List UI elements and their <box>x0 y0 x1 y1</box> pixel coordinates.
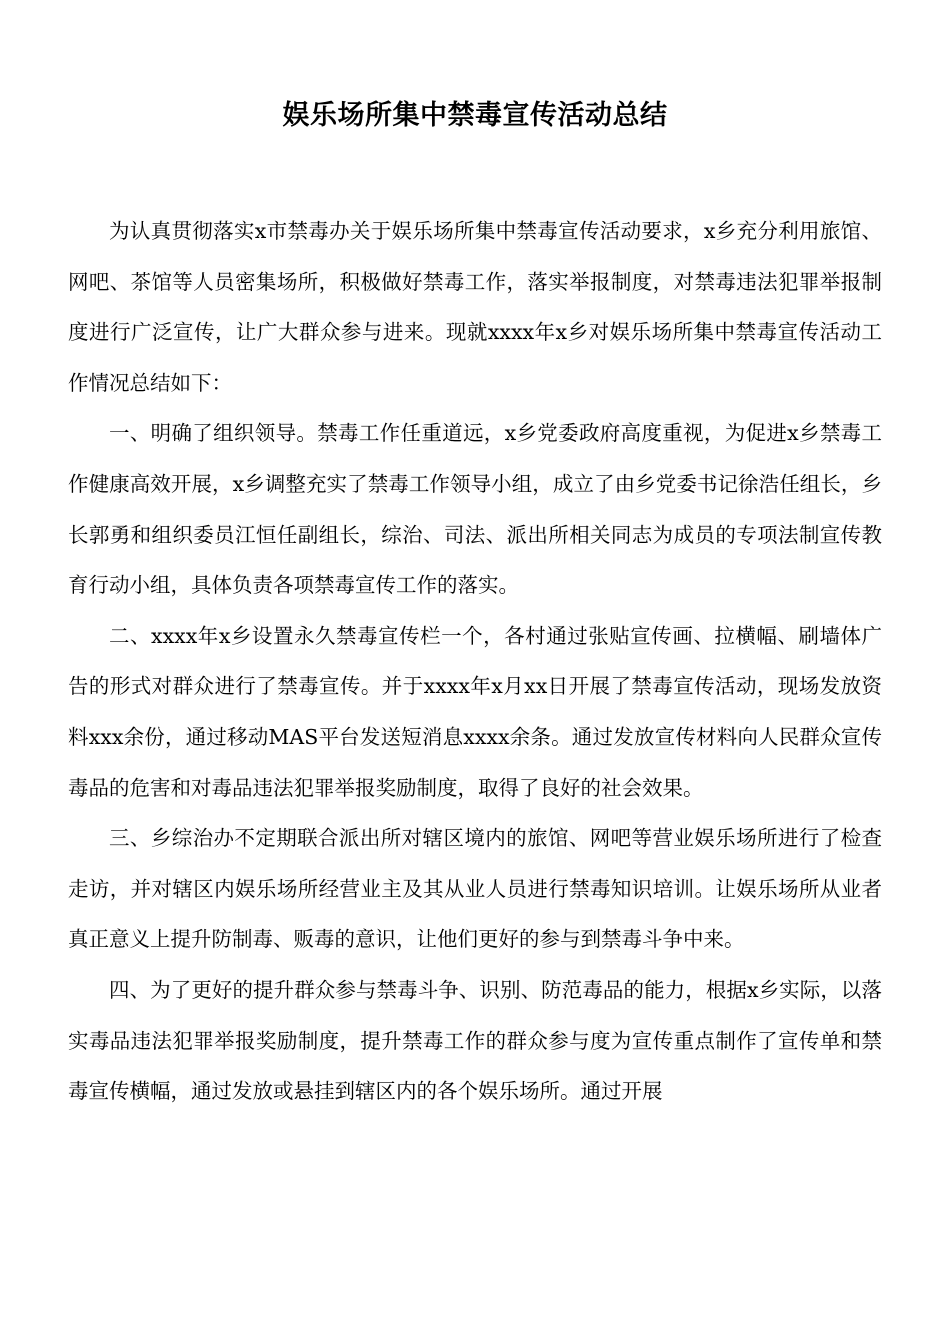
paragraph-section-1: 一、明确了组织领导。禁毒工作任重道远，x乡党委政府高度重视，为促进x乡禁毒工作健康高效开展，x乡调整充实了禁毒工作领导小组，成立了由乡党委书记徐浩任组长，乡长郭勇和组织委员江恒任副组长，综治、司法、派出所相关同志为成员的专项法制宣传教育行动小组，具体负责各项禁毒宣传工作的落实。 <box>68 421 882 598</box>
document-title: 娱乐场所集中禁毒宣传活动总结 <box>282 100 668 131</box>
paragraph-section-4: 四、为了更好的提升群众参与禁毒斗争、识别、防范毒品的能力，根据x乡实际，以落实毒品违法犯罪举报奖励制度，提升禁毒工作的群众参与度为宣传重点制作了宣传单和禁毒宣传横幅，通过发放或悬挂到辖区内的各个娱乐场所。通过开展 <box>68 977 882 1104</box>
paragraph-section-2: 二、xxxx年x乡设置永久禁毒宣传栏一个，各村通过张贴宣传画、拉横幅、刷墙体广告的形式对群众进行了禁毒宣传。并于xxxx年x月xx日开展了禁毒宣传活动，现场发放资料xxx余份，通过移动MAS平台发送短消息xxxx余条。通过发放宣传材料向人民群众宣传毒品的危害和对毒品违法犯罪举报奖励制度，取得了良好的社会效果。 <box>68 623 882 800</box>
document-body <box>68 206 882 1117</box>
paragraph-section-3: 三、乡综治办不定期联合派出所对辖区境内的旅馆、网吧等营业娱乐场所进行了检查走访，并对辖区内娱乐场所经营业主及其从业人员进行禁毒知识培训。让娱乐场所从业者真正意义上提升防制毒、贩毒的意识，让他们更好的参与到禁毒斗争中来。 <box>68 826 882 952</box>
paragraph-intro: 为认真贯彻落实x市禁毒办关于娱乐场所集中禁毒宣传活动要求，x乡充分利用旅馆、网吧、茶馆等人员密集场所，积极做好禁毒工作，落实举报制度，对禁毒违法犯罪举报制度进行广泛宣传，让广大群众参与进来。现就xxxx年x乡对娱乐场所集中禁毒宣传活动工作情况总结如下： <box>68 219 882 395</box>
